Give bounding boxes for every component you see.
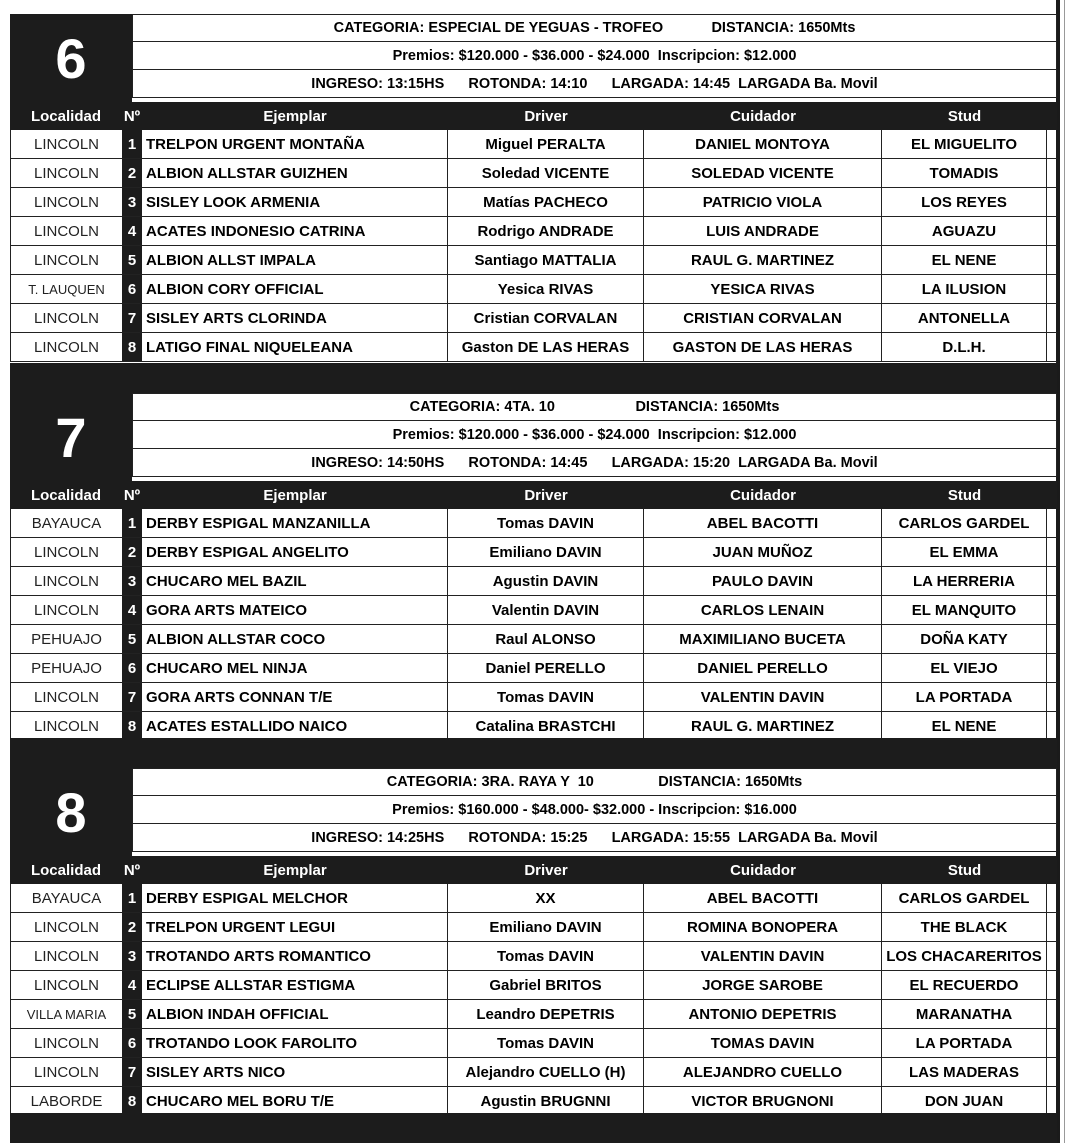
race-info [132,14,1057,102]
table-row [10,275,1057,304]
entry-stud: EL NENE [882,246,1047,274]
race-schedule: INGRESO: 13:15HS ROTONDA: 14:10 LARGADA: 14:45 LARGADA Ba. Movil [311,75,878,92]
header-ejemplar: Ejemplar [263,861,327,879]
entry-driver: Catalina BRASTCHI [448,712,644,740]
entry-stud: THE BLACK [882,913,1047,941]
race-info [132,393,1057,481]
entries-table [10,884,1057,1116]
entry-number: 2 [122,913,142,941]
entry-localidad: VILLA MARIA [10,1000,122,1028]
entry-driver: Rodrigo ANDRADE [448,217,644,245]
entry-cuidador: RAUL G. MARTINEZ [644,246,882,274]
entry-number: 7 [122,683,142,711]
entry-driver: Emiliano DAVIN [448,538,644,566]
entry-cuidador: PAULO DAVIN [644,567,882,595]
header-localidad: Localidad [30,861,101,879]
table-row [10,246,1057,275]
entry-stud: LA ILUSION [882,275,1047,303]
entry-stud: DOÑA KATY [882,625,1047,653]
entry-ejemplar: TROTANDO ARTS ROMANTICO [142,942,448,970]
entry-stud: LOS REYES [882,188,1047,216]
entry-stud: EL MIGUELITO [882,130,1047,158]
entry-ejemplar: GORA ARTS MATEICO [142,596,448,624]
entry-stud: D.L.H. [882,333,1047,361]
entry-cuidador: TOMAS DAVIN [644,1029,882,1057]
header-cuidador: Cuidador [730,486,796,504]
entry-stud: CARLOS GARDEL [882,884,1047,912]
entry-localidad: T. LAUQUEN [10,275,122,303]
entry-ejemplar: CHUCARO MEL NINJA [142,654,448,682]
entry-stud: EL NENE [882,712,1047,740]
entry-stud: DON JUAN [882,1087,1047,1115]
entry-number: 5 [122,246,142,274]
entry-ejemplar: LATIGO FINAL NIQUELEANA [142,333,448,361]
entry-number: 3 [122,188,142,216]
entry-number: 3 [122,567,142,595]
entry-ejemplar: DERBY ESPIGAL MANZANILLA [142,509,448,537]
table-row [10,159,1057,188]
table-row [10,509,1057,538]
table-row [10,712,1057,741]
entry-localidad: LINCOLN [10,1058,122,1086]
entry-stud: AGUAZU [882,217,1047,245]
entry-driver: Matías PACHECO [448,188,644,216]
header-stud: Stud [947,861,982,879]
entry-driver: Yesica RIVAS [448,275,644,303]
entry-driver: Gabriel BRITOS [448,971,644,999]
entry-ejemplar: TROTANDO LOOK FAROLITO [142,1029,448,1057]
entry-number: 6 [122,654,142,682]
entry-stud: TOMADIS [882,159,1047,187]
race-category-distance: CATEGORIA: 3RA. RAYA Y 10 DISTANCIA: 1650Mts [386,774,803,790]
entry-number: 8 [122,712,142,740]
table-row [10,884,1057,913]
entry-localidad: LINCOLN [10,913,122,941]
entry-ejemplar: ACATES INDONESIO CATRINA [142,217,448,245]
entry-number: 5 [122,1000,142,1028]
entry-ejemplar: CHUCARO MEL BORU T/E [142,1087,448,1115]
table-header [10,481,1057,509]
entry-localidad: PEHUAJO [10,654,122,682]
table-row [10,1087,1057,1116]
entry-stud: LA PORTADA [882,683,1047,711]
entry-cuidador: ABEL BACOTTI [644,884,882,912]
entry-driver: Tomas DAVIN [448,942,644,970]
entry-localidad: LINCOLN [10,333,122,361]
race-info [132,768,1057,856]
entry-driver: Raul ALONSO [448,625,644,653]
entry-number: 7 [122,304,142,332]
entry-stud: EL EMMA [882,538,1047,566]
table-row [10,538,1057,567]
entry-localidad: LINCOLN [10,971,122,999]
entry-cuidador: DANIEL MONTOYA [644,130,882,158]
entry-cuidador: SOLEDAD VICENTE [644,159,882,187]
entry-driver: Gaston DE LAS HERAS [448,333,644,361]
entry-localidad: LINCOLN [10,217,122,245]
entry-ejemplar: TRELPON URGENT LEGUI [142,913,448,941]
separator-band [10,363,1057,393]
race-number: 8 [10,768,132,856]
entry-ejemplar: SISLEY ARTS CLORINDA [142,304,448,332]
entry-ejemplar: CHUCARO MEL BAZIL [142,567,448,595]
entry-localidad: LINCOLN [10,942,122,970]
table-row [10,683,1057,712]
table-row [10,1058,1057,1087]
header-driver: Driver [524,486,568,504]
entry-stud: EL VIEJO [882,654,1047,682]
entry-cuidador: GASTON DE LAS HERAS [644,333,882,361]
entry-localidad: LINCOLN [10,246,122,274]
entry-stud: EL MANQUITO [882,596,1047,624]
entry-ejemplar: SISLEY LOOK ARMENIA [142,188,448,216]
table-row [10,596,1057,625]
entry-number: 1 [122,884,142,912]
race-number: 7 [10,393,132,481]
table-header [10,102,1057,130]
entry-number: 2 [122,159,142,187]
entry-cuidador: JORGE SAROBE [644,971,882,999]
table-row [10,1000,1057,1029]
header-number: Nº [123,107,141,125]
entry-stud: LA HERRERIA [882,567,1047,595]
entry-number: 6 [122,1029,142,1057]
entry-cuidador: ROMINA BONOPERA [644,913,882,941]
header-number: Nº [123,861,141,879]
entry-localidad: BAYAUCA [10,884,122,912]
header-cuidador: Cuidador [730,107,796,125]
entry-cuidador: JUAN MUÑOZ [644,538,882,566]
header-number: Nº [123,486,141,504]
entry-ejemplar: TRELPON URGENT MONTAÑA [142,130,448,158]
race-prizes: Premios: $120.000 - $36.000 - $24.000 Inscripcion: $12.000 [392,47,797,64]
entry-number: 4 [122,217,142,245]
entry-localidad: LINCOLN [10,304,122,332]
entry-ejemplar: ACATES ESTALLIDO NAICO [142,712,448,740]
table-row [10,654,1057,683]
entry-number: 8 [122,333,142,361]
entry-cuidador: CRISTIAN CORVALAN [644,304,882,332]
separator-band [10,738,1057,768]
table-row [10,625,1057,654]
entry-ejemplar: ALBION CORY OFFICIAL [142,275,448,303]
header-ejemplar: Ejemplar [263,486,327,504]
entry-number: 6 [122,275,142,303]
entry-stud: ANTONELLA [882,304,1047,332]
entry-stud: LOS CHACARERITOS [882,942,1047,970]
entry-stud: MARANATHA [882,1000,1047,1028]
table-row [10,304,1057,333]
entry-localidad: BAYAUCA [10,509,122,537]
entry-driver: Agustin BRUGNNI [448,1087,644,1115]
entry-ejemplar: ALBION ALLST IMPALA [142,246,448,274]
entry-driver: Tomas DAVIN [448,1029,644,1057]
entry-driver: Cristian CORVALAN [448,304,644,332]
entry-cuidador: MAXIMILIANO BUCETA [644,625,882,653]
table-row [10,942,1057,971]
entry-number: 1 [122,509,142,537]
entry-localidad: LINCOLN [10,683,122,711]
entry-cuidador: VICTOR BRUGNONI [644,1087,882,1115]
entry-ejemplar: DERBY ESPIGAL ANGELITO [142,538,448,566]
entry-localidad: PEHUAJO [10,625,122,653]
table-row [10,217,1057,246]
header-cuidador: Cuidador [730,861,796,879]
entry-ejemplar: SISLEY ARTS NICO [142,1058,448,1086]
entry-stud: EL RECUERDO [882,971,1047,999]
header-localidad: Localidad [30,107,101,125]
entry-cuidador: ALEJANDRO CUELLO [644,1058,882,1086]
entry-cuidador: ABEL BACOTTI [644,509,882,537]
table-row [10,913,1057,942]
entry-ejemplar: DERBY ESPIGAL MELCHOR [142,884,448,912]
race-prizes: Premios: $160.000 - $48.000- $32.000 - Inscripcion: $16.000 [392,801,797,818]
entry-driver: Miguel PERALTA [448,130,644,158]
table-header [10,856,1057,884]
entry-ejemplar: ALBION INDAH OFFICIAL [142,1000,448,1028]
entry-localidad: LINCOLN [10,567,122,595]
entry-number: 7 [122,1058,142,1086]
entry-localidad: LINCOLN [10,538,122,566]
entry-driver: Tomas DAVIN [448,683,644,711]
entry-localidad: LINCOLN [10,159,122,187]
race-schedule: INGRESO: 14:25HS ROTONDA: 15:25 LARGADA: 15:55 LARGADA Ba. Movil [311,829,878,846]
header-ejemplar: Ejemplar [263,107,327,125]
entry-number: 3 [122,942,142,970]
entry-driver: Valentin DAVIN [448,596,644,624]
entry-driver: Santiago MATTALIA [448,246,644,274]
header-driver: Driver [524,107,568,125]
table-row [10,567,1057,596]
entry-ejemplar: ALBION ALLSTAR GUIZHEN [142,159,448,187]
table-row [10,971,1057,1000]
entry-stud: LAS MADERAS [882,1058,1047,1086]
entry-driver: XX [448,884,644,912]
table-row [10,1029,1057,1058]
entry-number: 1 [122,130,142,158]
entry-cuidador: YESICA RIVAS [644,275,882,303]
right-edge-line [1064,0,1065,1143]
header-driver: Driver [524,861,568,879]
entry-number: 5 [122,625,142,653]
entry-driver: Tomas DAVIN [448,509,644,537]
entry-driver: Alejandro CUELLO (H) [448,1058,644,1086]
header-stud: Stud [947,107,982,125]
entry-ejemplar: GORA ARTS CONNAN T/E [142,683,448,711]
race-number: 6 [10,14,132,102]
entry-cuidador: CARLOS LENAIN [644,596,882,624]
entry-localidad: LINCOLN [10,1029,122,1057]
entry-cuidador: LUIS ANDRADE [644,217,882,245]
race-schedule: INGRESO: 14:50HS ROTONDA: 14:45 LARGADA: 15:20 LARGADA Ba. Movil [311,454,878,471]
race-category-distance: CATEGORIA: ESPECIAL DE YEGUAS - TROFEO DISTANCIA: 1650Mts [333,20,856,36]
entry-cuidador: VALENTIN DAVIN [644,683,882,711]
entry-number: 2 [122,538,142,566]
entry-cuidador: ANTONIO DEPETRIS [644,1000,882,1028]
table-row [10,130,1057,159]
header-localidad: Localidad [30,486,101,504]
entry-driver: Daniel PERELLO [448,654,644,682]
entry-driver: Leandro DEPETRIS [448,1000,644,1028]
entry-cuidador: VALENTIN DAVIN [644,942,882,970]
race-category-distance: CATEGORIA: 4TA. 10 DISTANCIA: 1650Mts [409,399,780,415]
entry-stud: LA PORTADA [882,1029,1047,1057]
entries-table [10,130,1057,362]
entry-stud: CARLOS GARDEL [882,509,1047,537]
entry-cuidador: DANIEL PERELLO [644,654,882,682]
entry-number: 8 [122,1087,142,1115]
entry-cuidador: RAUL G. MARTINEZ [644,712,882,740]
entry-ejemplar: ALBION ALLSTAR COCO [142,625,448,653]
entry-driver: Soledad VICENTE [448,159,644,187]
entry-driver: Agustin DAVIN [448,567,644,595]
entry-driver: Emiliano DAVIN [448,913,644,941]
header-stud: Stud [947,486,982,504]
race-prizes: Premios: $120.000 - $36.000 - $24.000 Inscripcion: $12.000 [392,426,797,443]
separator-band [10,1113,1057,1143]
entry-cuidador: PATRICIO VIOLA [644,188,882,216]
entries-table [10,509,1057,741]
entry-ejemplar: ECLIPSE ALLSTAR ESTIGMA [142,971,448,999]
entry-number: 4 [122,596,142,624]
entry-localidad: LINCOLN [10,712,122,740]
entry-localidad: LABORDE [10,1087,122,1115]
table-row [10,188,1057,217]
entry-number: 4 [122,971,142,999]
entry-localidad: LINCOLN [10,596,122,624]
entry-localidad: LINCOLN [10,130,122,158]
entry-localidad: LINCOLN [10,188,122,216]
table-row [10,333,1057,362]
